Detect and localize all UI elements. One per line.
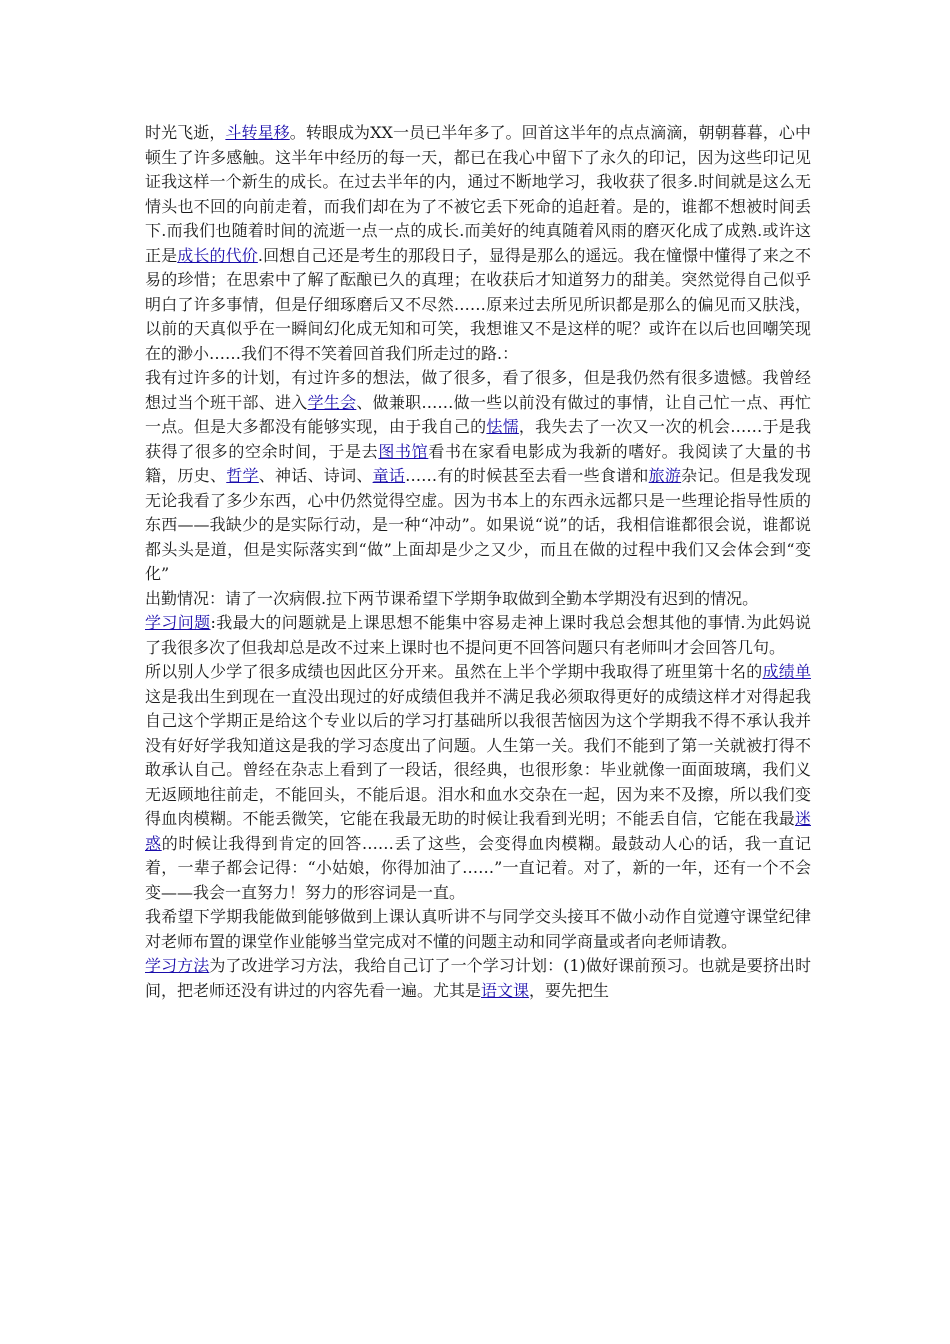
paragraph-text: 为了改进学习方法，我给自己订了一个学习计划：(1)做好课前预习。也就是要挤出时间，把老师还没有讲过的内容先看一遍。尤其是 bbox=[145, 956, 811, 1000]
inline-link[interactable]: 学生会 bbox=[307, 392, 357, 412]
inline-link[interactable]: 图书馆 bbox=[378, 441, 429, 461]
inline-link[interactable]: 成绩单 bbox=[762, 662, 811, 681]
inline-link[interactable]: 学习问题 bbox=[145, 613, 211, 632]
inline-link[interactable]: 语文课 bbox=[481, 980, 530, 1000]
inline-link[interactable]: 怯懦 bbox=[486, 417, 519, 436]
paragraph-text: 看书在家看电影成为我新的嗜好。我阅读了大量的书籍，历史、 bbox=[145, 441, 811, 485]
paragraph-text: ……有的时候甚至去看一些食谱和 bbox=[405, 466, 649, 485]
paragraph-text: 这是我出生到现在一直没出现过的好成绩但我并不满足我必须取得更好的成绩这样才对得起我自己这个学期正是给这个专业以后的学习打基础所以我很苦恼因为这个学期我不得不承认我并没有好好学我知道这是我的学习态度出了问题。人生第一关。我们不能到了第一关就被打得不敢承认自己。曾经在杂志上看到了一段话，很经典，也很形象：毕业就像一面面玻璃，我们义无返顾地往前走，不能回头，不能后退。泪水和血水交杂在一起，因为来不及擦，所以我们变得血肉模糊。不能丢微笑，它能在我最无助的时候让我看到光明；不能丢自信，它能在我最 bbox=[145, 686, 811, 828]
paragraph-text: 时光飞逝， bbox=[145, 123, 226, 142]
paragraph-text: 、做兼职……做一些以前没有做过的事情，让自己忙一点、再忙一点。但是大多都没有能够实现，由于我自己的 bbox=[145, 392, 811, 436]
paragraph-text: 出勤情况：请了一次病假.拉下两节课希望下学期争取做到全勤本学期没有迟到的情况。 bbox=[145, 588, 759, 608]
paragraph-text: :我最大的问题就是上课思想不能集中容易走神上课时我总会想其他的事情.为此妈说了我很多次了但我却总是改不过来上课时也不提问更不回答问题只有老师叫才会回答几句。 bbox=[145, 613, 811, 657]
inline-link[interactable]: 学习方法 bbox=[145, 956, 210, 975]
paragraph-text: 所以别人少学了很多成绩也因此区分开来。虽然在上半个学期中我取得了班里第十名的 bbox=[145, 662, 763, 681]
paragraph-text: 我有过许多的计划，有过许多的想法，做了很多，看了很多，但是我仍然有很多遗憾。我曾经想过当个班干部、进入 bbox=[145, 368, 811, 412]
paragraph-text: ，我失去了一次又一次的机会……于是我获得了很多的空余时间，于是去 bbox=[145, 417, 811, 461]
inline-link[interactable]: 哲学 bbox=[226, 466, 259, 485]
paragraph bbox=[145, 954, 811, 1003]
paragraph-text: 的时候让我得到肯定的回答……丢了这些，会变得血肉模糊。最鼓动人心的话，我一直记着，一辈子都会记得：“小姑娘，你得加油了……”一直记着。对了，新的一年，还有一个不会变——我会一直努力！努力的形容词是一直。 bbox=[145, 833, 811, 902]
paragraph-text: 。转眼成为XX一员已半年多了。回首这半年的点点滴滴，朝朝暮暮，心中顿生了许多感触。这半年中经历的每一天，都已在我心中留下了永久的印记，因为这些印记见证我这样一个新生的成长。在过去半年的内，通过不断地学习，我收获了很多.时间就是这么无情头也不回的向前走着，而我们却在为了不被它丢下死命的追赶着。是的，谁都不想被时间丢下.而我们也随着时间的流逝一点一点的成长.而美好的纯真随着风雨的磨灭化成了成熟.或许这正是 bbox=[145, 123, 811, 265]
inline-link[interactable]: 迷惑 bbox=[145, 809, 811, 853]
inline-link[interactable]: 旅游 bbox=[648, 466, 682, 485]
paragraph bbox=[145, 660, 811, 905]
paragraph-text: 杂记。但是我发现无论我看了多少东西，心中仍然觉得空虚。因为书本上的东西永远都只是一些理论指导性质的东西——我缺少的是实际行动，是一种“冲动”。如果说“说”的话，我相信谁都很会说，谁都说都头头是道，但是实际落实到“做”上面却是少之又少，而且在做的过程中我们又会体会到“变化” bbox=[145, 466, 811, 583]
inline-link[interactable]: 童话 bbox=[372, 466, 406, 485]
paragraph bbox=[145, 121, 811, 366]
document-body bbox=[145, 121, 811, 1003]
paragraph-text: .回想自己还是考生的那段日子，显得是那么的遥远。我在憧憬中懂得了来之不易的珍惜；在思索中了解了酝酿已久的真理；在收获后才知道努力的甜美。突然觉得自己似乎明白了许多事情，但是仔细琢磨后又不尽然……原来过去所见所识都是那么的偏见而又肤浅，以前的天真似乎在一瞬间幻化成无知和可笑，我想谁又不是这样的呢？或许在以后也回嘲笑现在的渺小……我们不得不笑着回首我们所走过的路.： bbox=[145, 245, 811, 363]
paragraph-text: 我希望下学期我能做到能够做到上课认真听讲不与同学交头接耳不做小动作自觉遵守课堂纪律对老师布置的课堂作业能够当堂完成对不懂的问题主动和同学商量或者向老师请教。 bbox=[145, 907, 811, 951]
paragraph-text: ，要先把生 bbox=[529, 980, 610, 1000]
paragraph-text: 、神话、诗词、 bbox=[258, 466, 373, 485]
paragraph bbox=[145, 611, 811, 660]
inline-link[interactable]: 斗转星移 bbox=[225, 123, 290, 142]
paragraph bbox=[145, 587, 811, 612]
paragraph bbox=[145, 366, 811, 587]
paragraph bbox=[145, 905, 811, 954]
inline-link[interactable]: 成长的代价 bbox=[177, 245, 258, 265]
